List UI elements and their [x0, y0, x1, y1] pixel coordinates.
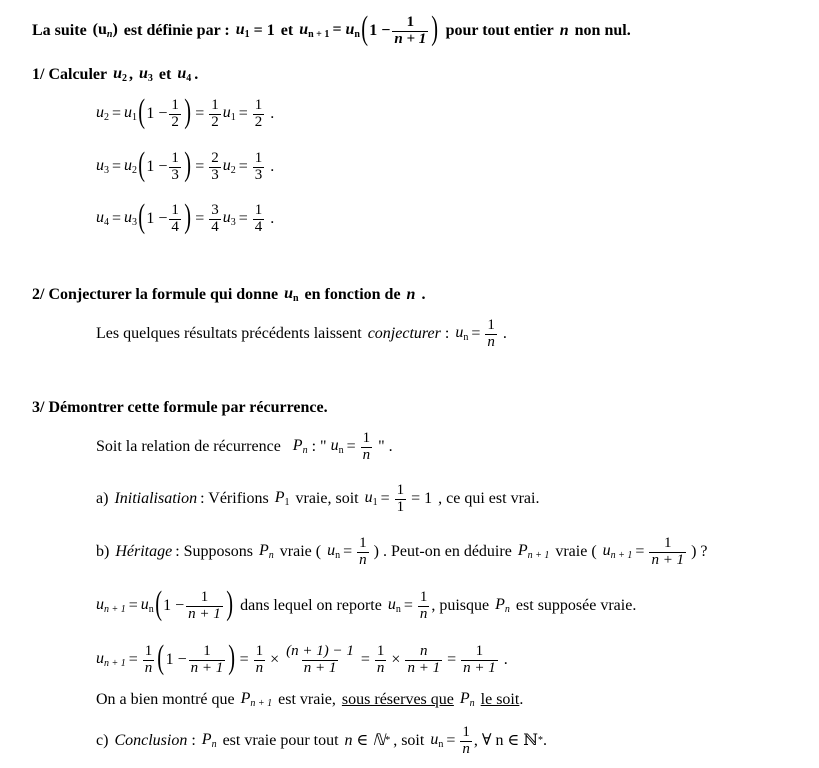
statement-end: non nul.	[574, 22, 631, 39]
statement-prefix: La suite	[32, 22, 87, 39]
left-paren: (	[361, 10, 368, 47]
q3-heritage: b) Héritage : Supposons $P_n$ vraie ( $u_n$ = $\frac{1}{n}$ ) . Peut-on en déduire $P_{n + 1}$ vraie ( $u_{n + 1}$ = $\frac{1}{n + 1}$ ) ?	[96, 534, 708, 568]
q3-computation: $u_{n + 1}$ = $\frac{1}{n}$ ( 1 − $\frac{1}{n + 1}$ ) = $\frac{1}{n}$ × $\frac{(n + 1) - 1}{n + 1}$ = $\frac{1}{n}$ × $\frac{n}{n + 1}$ = $\frac{1}{n + 1}$ .	[96, 639, 508, 676]
fraction: $\frac{1}{n + 1}$	[394, 13, 427, 47]
q3-conclusion: c) Conclusion : $P_n$ est vraie pour tout n ∈ ℕ * , soit $u_n$ = $\frac{1}{n}$ , ∀ n ∈ ℕ * .	[96, 723, 547, 757]
n-var: n	[559, 22, 569, 39]
recurrence-rhs: = $u_n$	[332, 21, 360, 40]
one-minus: 1 −	[369, 22, 391, 39]
et-word: et	[280, 22, 294, 39]
statement-middle: est définie par :	[123, 22, 230, 39]
right-paren: )	[431, 10, 439, 47]
q2-title: 2/ Conjecturer la formule qui donne $u_n$ en fonction de n .	[32, 285, 426, 304]
q1-title: 1/ Calculer $u_2$ , $u_3$ et $u_4$ .	[32, 65, 199, 84]
q3-report-line: $u_{n + 1}$ = $u_n$ ( 1 − $\frac{1}{n + 1}$ ) dans lequel on reporte $u_n$ = $\frac{1}{n}$ , puisque $P_n$ est supposée vraie.	[96, 585, 637, 622]
u4-term: $u_4$	[177, 65, 192, 84]
q3-title: 3/ Démontrer cette formule par récurrence.	[32, 399, 328, 416]
u3-term: $u_3$	[139, 65, 153, 84]
sequence-name: $(u_n)$	[92, 21, 118, 40]
problem-statement	[32, 10, 631, 47]
q1-row-u4: $u_4$ = $u_3$ ( 1 − $\frac{1}{4}$ ) = $\frac{3}{4}$ $u_3$ = $\frac{1}{4}$ .	[96, 198, 275, 235]
recurrence-lhs: $u_{n + 1}$	[299, 21, 330, 40]
statement-suffix: pour tout entier	[445, 22, 554, 39]
u2-term: $u_2$	[113, 65, 127, 84]
u1-value: = 1	[253, 22, 275, 39]
q1-row-u2: $u_2$ = $u_1$ ( 1 − $\frac{1}{2}$ ) = $\frac{1}{2}$ $u_1$ = $\frac{1}{2}$ .	[96, 93, 275, 130]
q3-initialisation: a) Initialisation : Vérifions $P_1$ vraie, soit $u_1$ = $\frac{1}{1}$ = 1 , ce qui est vrai.	[96, 481, 540, 515]
q3-relation: Soit la relation de récurrence $P_n$ : " $u_n$ = $\frac{1}{n}$ " .	[96, 429, 393, 463]
u1-term: $u_1$	[235, 21, 250, 40]
q3-shown: On a bien montré que $P_{n + 1}$ est vraie, sous réserves que $P_n$ le soit .	[96, 690, 524, 709]
q1-row-u3: $u_3$ = $u_2$ ( 1 − $\frac{1}{3}$ ) = $\frac{2}{3}$ $u_2$ = $\frac{1}{3}$ .	[96, 146, 275, 183]
q2-conjecture: Les quelques résultats précédents laissent conjecturer : $u_n$ = $\frac{1}{n}$ .	[96, 316, 507, 350]
